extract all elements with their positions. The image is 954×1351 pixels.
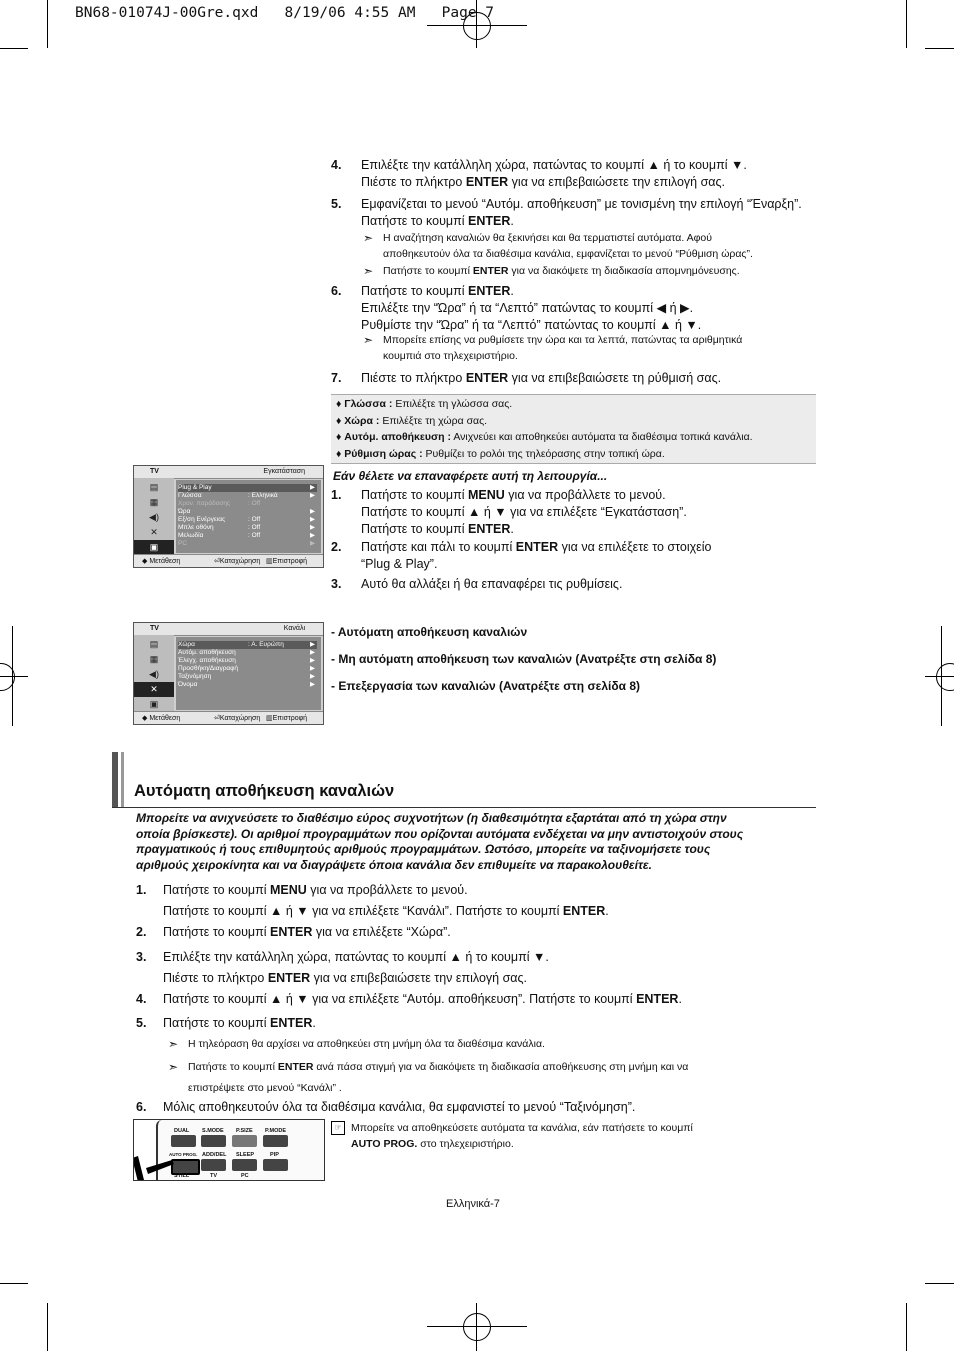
bullet-clock: ♦ Ρύθμιση ώρας : Ρυθμίζει το ρολόι της τηλεόρασης στην τοπική ώρα.	[336, 447, 665, 460]
osd-footer: ◆ Μετάθεση ⏎Καταχώρηση ▥Επιστροφή	[134, 711, 323, 724]
osd-side-icons	[134, 478, 174, 555]
pip-button-icon	[263, 1159, 288, 1171]
section-rule	[112, 807, 816, 808]
remote-control-image: DUAL S.MODE P.SIZE P.MODE AUTO PROG. ADD/DEL SLEEP PIP STILL TV PC	[133, 1119, 325, 1181]
osd-side-icons	[134, 635, 174, 712]
registration-mark	[941, 626, 942, 726]
arrow-icon: ➣	[168, 1060, 179, 1074]
setup-icon: ✕	[134, 682, 174, 697]
picture-icon: ▤	[149, 639, 159, 649]
step-4: 4. Επιλέξτε την κατάλληλη χώρα, πατώντας το κουμπί ▲ ή το κουμπί ▼. Πιέστε το πλήκτρο ENTER για να επιβεβαιώσετε την επιλογή σας.	[331, 158, 747, 189]
osd-channel-menu	[133, 622, 324, 725]
file-header: BN68-01074J-00Gre.qxd 8/19/06 4:55 AM Page 7	[75, 5, 495, 21]
step-6: 6. Πατήστε το κουμπί ENTER. Επιλέξτε την “Ώρα” ή τα “Λεπτό” πατώντας το κουμπί ◀ ή ▶. Ρυθμίστε την “Ώρα” ή τα “Λεπτό” πατώντας το κουμπί ▲ ή ▼.	[331, 284, 702, 332]
restore-step-2: 2. Πατήστε και πάλι το κουμπί ENTER για να επιλέξετε το στοιχείο “Plug & Play”.	[331, 540, 712, 571]
osd-setup-menu	[133, 465, 324, 568]
restore-step-1: 1. Πατήστε το κουμπί MENU για να προβάλλετε το μενού. Πατήστε το κουμπί ▲ ή ▼ για να επιλέξετε “Εγκατάσταση”. Πατήστε το κουμπί ENTER.	[331, 488, 687, 536]
crop-mark	[925, 1283, 954, 1284]
section-bar	[112, 752, 118, 807]
sound-icon: ▦	[149, 654, 159, 664]
osd-menu-pane: Χώρα : Α. Ευρώπη ▶ Αυτόμ. αποθήκευση ▶ Έλεγχ. αποθήκευση ▶ Προσθήκη/Διαγραφή ▶ Ταξινόμηση ▶ Όνομα ▶	[176, 637, 321, 710]
input-icon: ▣	[149, 699, 159, 709]
section-step-4: 4. Πατήστε το κουμπί ▲ ή ▼ για να επιλέξετε “Αυτόμ. αποθήκευση”. Πατήστε το κουμπί ENTER.	[136, 992, 682, 1006]
registration-mark	[12, 626, 13, 726]
crop-mark	[0, 1283, 28, 1284]
smode-button-icon	[201, 1135, 226, 1147]
sleep-button-icon	[232, 1159, 257, 1171]
section-title: Αυτόματη αποθήκευση καναλιών	[134, 782, 395, 800]
section-step-3: 3. Επιλέξτε την κατάλληλη χώρα, πατώντας το κουμπί ▲ ή το κουμπί ▼. Πιέστε το πλήκτρο ENTER για να επιβεβαιώσετε την επιλογή σας.	[136, 950, 549, 985]
arrow-icon: ➣	[363, 231, 374, 245]
step-5-text: Εμφανίζεται το μενού “Αυτόμ. αποθήκευση” με τονισμένη την επιλογή “Έναρξη”. Πατήστε το κουμπί ENTER.	[361, 197, 802, 228]
arrow-icon: ➣	[363, 264, 374, 278]
picture-icon: ▤	[149, 482, 159, 492]
input-icon: ▣	[134, 540, 174, 555]
section-step-6: 6. Μόλις αποθηκευτούν όλα τα διαθέσιμα κανάλια, θα εμφανιστεί το μενού “Ταξινόμηση”.	[136, 1100, 636, 1114]
restore-heading: Εάν θέλετε να επαναφέρετε αυτή τη λειτουργία...	[333, 469, 608, 483]
psize-button-icon	[232, 1135, 257, 1147]
arrow-icon: ➣	[168, 1037, 179, 1051]
registration-mark	[936, 663, 954, 691]
osd-header: TV Κανάλι	[134, 623, 323, 636]
setup-icon: ✕	[150, 527, 158, 537]
hand-icon: ☞	[331, 1121, 345, 1135]
restore-step-3: 3. Αυτό θα αλλάξει ή θα επαναφέρει τις ρυθμίσεις.	[331, 577, 623, 591]
crop-mark	[47, 0, 48, 48]
dual-button-icon	[171, 1135, 196, 1147]
channel-link-edit: - Επεξεργασία των καναλιών (Ανατρέξτε στη σελίδα 8)	[331, 679, 641, 693]
pointer-icon	[133, 1154, 178, 1181]
step-4-text: Επιλέξτε την κατάλληλη χώρα, πατώντας το κουμπί ▲ ή το κουμπί ▼. Πιέστε το πλήκτρο ENTER για να επιβεβαιώσετε την επιλογή σας.	[361, 158, 747, 189]
osd-footer: ◆ Μετάθεση ⏎Καταχώρηση ▥Επιστροφή	[134, 554, 323, 567]
bullet-country: ♦ Χώρα : Επιλέξτε τη χώρα σας.	[336, 414, 488, 427]
channel-link-manual: - Μη αυτόματη αποθήκευση των καναλιών (Ανατρέξτε στη σελίδα 8)	[331, 652, 717, 666]
bullet-autostore: ♦ Αυτόμ. αποθήκευση : Ανιχνεύει και αποθηκεύει αυτόματα τα διαθέσιμα τοπικά κανάλια.	[336, 431, 753, 443]
channel-icon: ◀)	[149, 512, 159, 522]
step-7: 7. Πιέστε το πλήκτρο ENTER για να επιβεβαιώσετε τη ρύθμισή σας.	[331, 371, 722, 385]
osd-menu-pane: Plug & Play ▶ Γλώσσα : Ελληνικά ▶ Χρον. παράδοσης : Off Ώρα ▶ Εξ/ση Ενέργειας : Off ▶ Μπλε οθόνη : Off ▶ Μελωδία : Off ▶ PC ▶	[176, 480, 321, 553]
registration-mark	[427, 1326, 527, 1327]
bullet-language: ♦ Γλώσσα : Επιλέξτε τη γλώσσα σας.	[336, 398, 513, 410]
section-bar-inner	[121, 752, 124, 807]
pmode-button-icon	[263, 1135, 288, 1147]
registration-mark	[476, 1303, 477, 1351]
crop-mark	[47, 1303, 48, 1351]
channel-icon: ◀)	[149, 669, 159, 679]
section-step-5: 5. Πατήστε το κουμπί ENTER.	[136, 1016, 316, 1030]
section-step-2: 2. Πατήστε το κουμπί ENTER για να επιλέξετε “Χώρα”.	[136, 925, 451, 939]
registration-mark	[427, 25, 527, 26]
crop-mark	[906, 0, 907, 48]
arrow-icon: ➣	[363, 333, 374, 347]
section-step-1: 1. Πατήστε το κουμπί MENU για να προβάλλετε το μενού. Πατήστε το κουμπί ▲ ή ▼ για να επιλέξετε “Κανάλι”. Πατήστε το κουμπί ENTER.	[136, 883, 609, 918]
osd-header: TV Εγκατάσταση	[134, 466, 323, 479]
crop-mark	[925, 48, 954, 49]
step-5: 5. Εμφανίζεται το μενού “Αυτόμ. αποθήκευση” με τονισμένη την επιλογή “Έναρξη”. Πατήστε το κουμπί ENTER.	[331, 197, 802, 228]
sound-icon: ▦	[149, 497, 159, 507]
add-del-button-icon	[201, 1159, 226, 1171]
step-6-text: Πατήστε το κουμπί ENTER. Επιλέξτε την “Ώρα” ή τα “Λεπτό” πατώντας το κουμπί ◀ ή ▶. Ρυθμίστε την “Ώρα” ή τα “Λεπτό” πατώντας το κουμπί ▲ ή ▼.	[361, 284, 702, 332]
registration-mark	[463, 1313, 491, 1341]
bullet-box	[331, 394, 816, 464]
crop-mark	[0, 48, 28, 49]
registration-mark	[925, 676, 954, 677]
crop-mark	[906, 1303, 907, 1351]
page-number: Ελληνικά-7	[446, 1198, 500, 1210]
channel-link-auto: - Αυτόματη αποθήκευση καναλιών	[331, 625, 528, 639]
section-intro: Μπορείτε να ανιχνεύσετε το διαθέσιμο εύρος συχνοτήτων (η διαθεσιμότητα εξαρτάται από τη χώρα στην οποία βρίσκεστε). Οι αριθμοί προγραμμάτων που ορίζονται αυτόματα ενδέχεται να μην αντιστοιχούν στους πραγματικούς ή τους επιθυμητούς αριθμούς προγραμμάτων. Ωστόσο, μπορείτε να ταξινομήσετε τους αριθμούς χειροκίνητα και να διαγράψετε όποια κανάλια δεν επιθυμείτε να παρακολουθείτε.	[136, 811, 744, 872]
registration-mark	[0, 676, 28, 677]
